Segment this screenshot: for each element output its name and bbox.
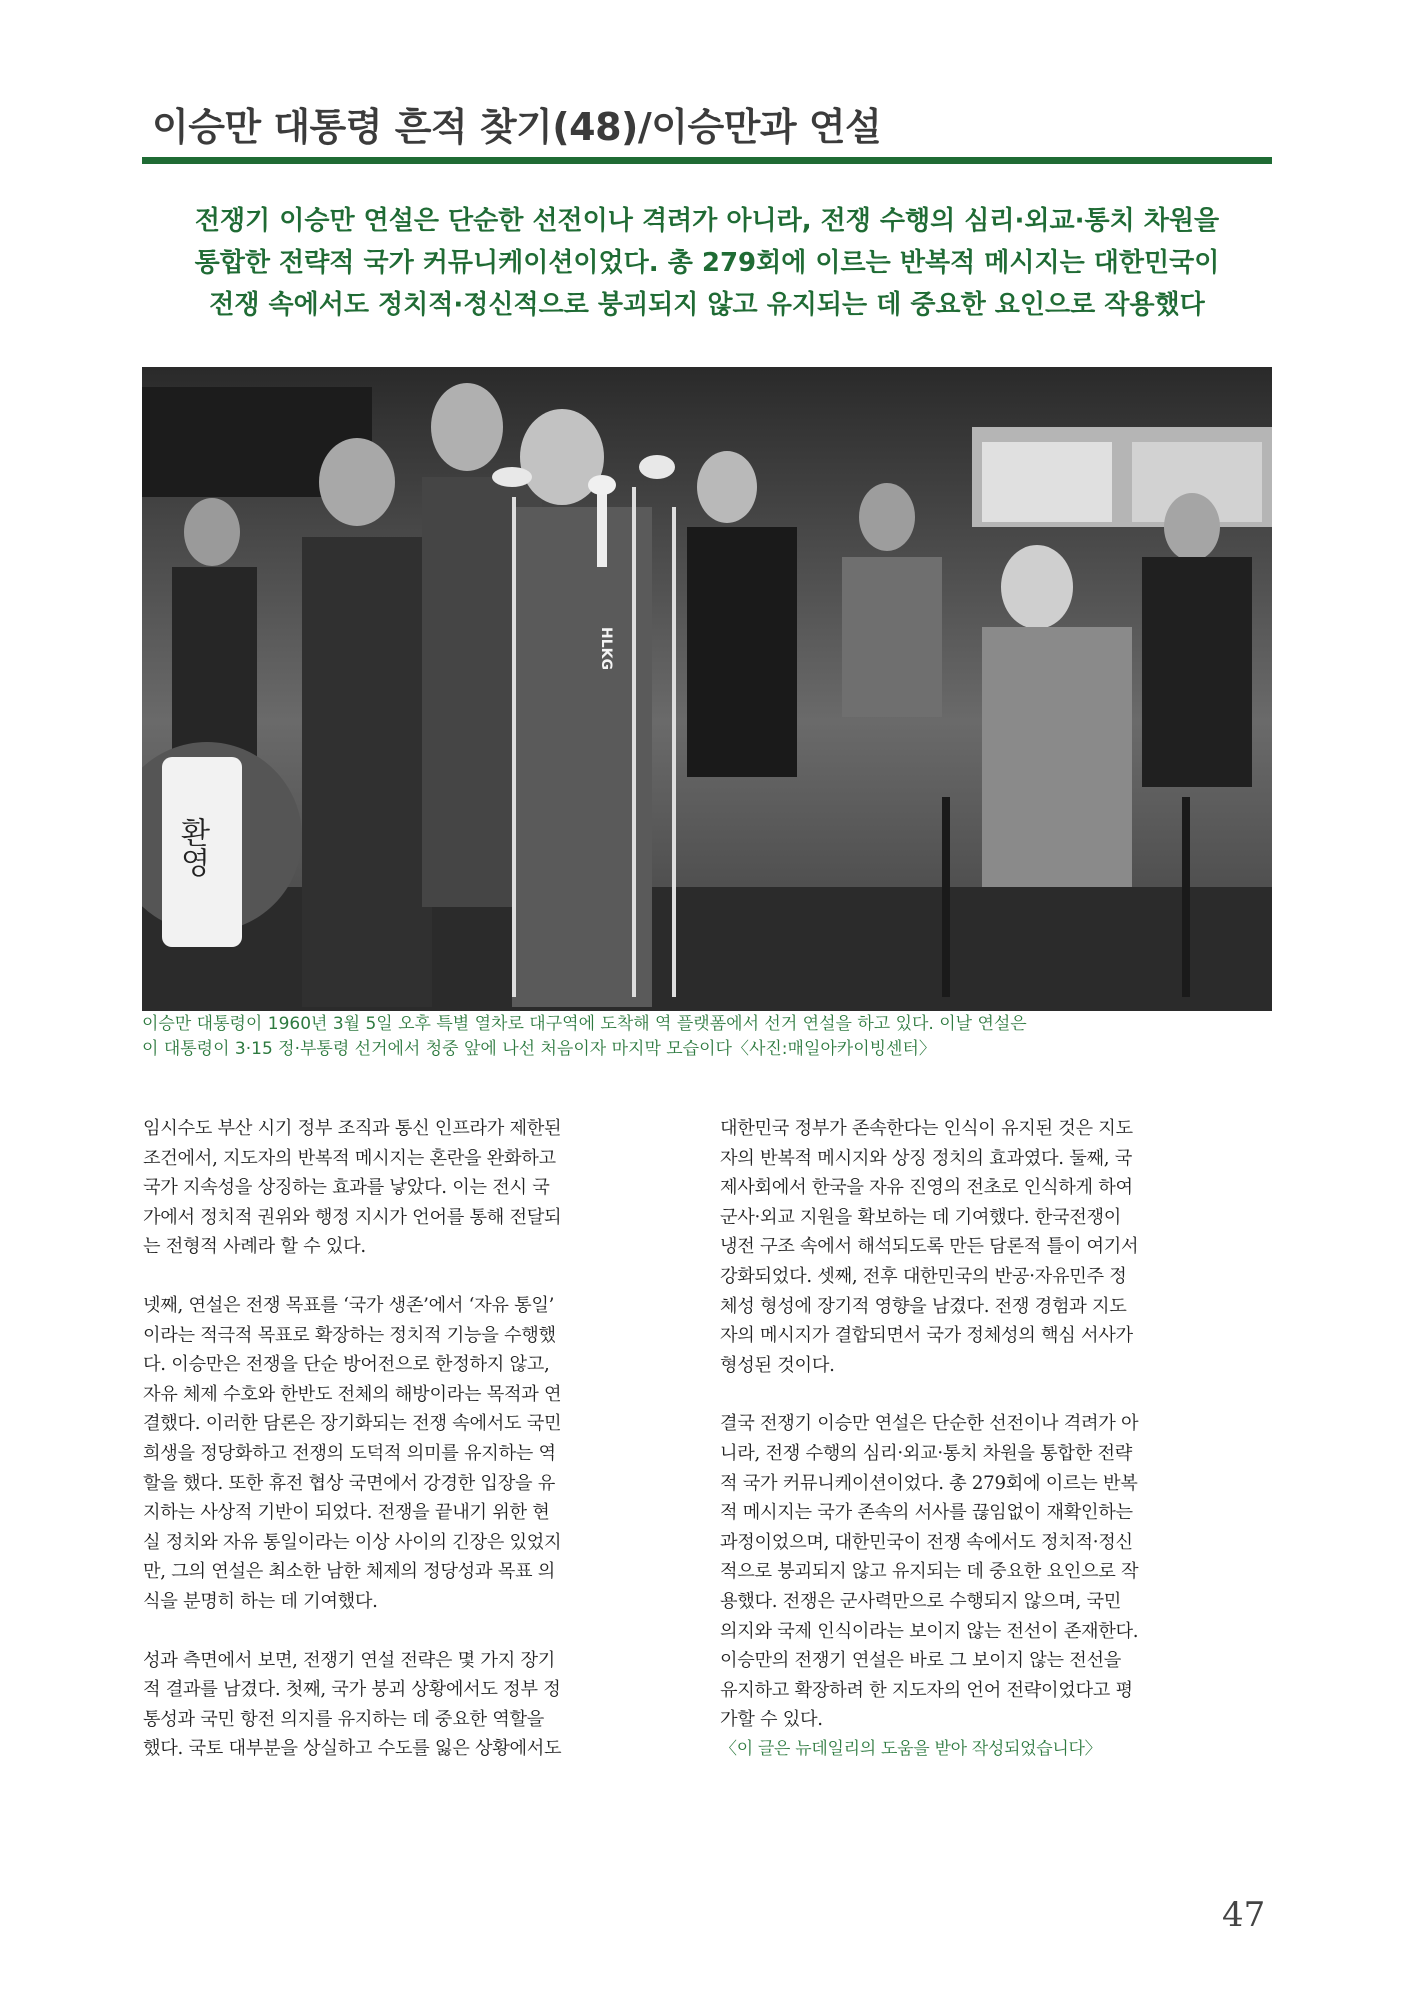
body-line: 의지와 국제 인식이라는 보이지 않는 전선이 존재한다.	[720, 1620, 1139, 1642]
body-line: 대한민국 정부가 존속한다는 인식이 유지된 것은 지도	[720, 1118, 1133, 1139]
body-line: 했다. 국토 대부분을 상실하고 수도를 잃은 상황에서도	[143, 1738, 562, 1760]
page-number: 47	[1222, 1895, 1266, 1935]
chair-frame	[1182, 797, 1190, 997]
body-line: 지하는 사상적 기반이 되었다. 전쟁을 끝내기 위한 현	[143, 1502, 550, 1524]
body-line: 실 정치와 자유 통일이라는 이상 사이의 긴장은 있었지	[143, 1531, 562, 1553]
body-line: 는 전형적 사례라 할 수 있다.	[143, 1236, 366, 1258]
body-line: 가에서 정치적 권위와 행정 지시가 언어를 통해 전달되	[143, 1206, 562, 1228]
body-line: 희생을 정당화하고 전쟁의 도덕적 의미를 유지하는 역	[143, 1442, 556, 1464]
body-line: 적 결과를 남겼다. 첫째, 국가 붕괴 상황에서도 정부 정	[143, 1679, 561, 1701]
body-line: 군사·외교 지원을 확보하는 데 기여했다. 한국전쟁이	[720, 1206, 1122, 1228]
body-line: 결했다. 이러한 담론은 장기화되는 전쟁 속에서도 국민	[143, 1413, 562, 1435]
body-line: 자의 반복적 메시지와 상징 정치의 효과였다. 둘째, 국	[720, 1147, 1132, 1169]
body-line: 자유 체제 수호와 한반도 전체의 해방이라는 목적과 연	[143, 1383, 562, 1405]
body-line: 넷째, 연설은 전쟁 목표를 ‘국가 생존’에서 ‘자유 통일’	[143, 1294, 555, 1316]
body-line: 용했다. 전쟁은 군사력만으로 수행되지 않으며, 국민	[720, 1590, 1122, 1612]
photo-caption	[142, 1012, 1274, 1062]
body-line: 강화되었다. 셋째, 전후 대한민국의 반공·자유민주 정	[720, 1265, 1127, 1287]
body-line: 이승만의 전쟁기 연설은 바로 그 보이지 않는 전선을	[720, 1650, 1122, 1672]
body-line: 다. 이승만은 전쟁을 단순 방어전으로 한정하지 않고,	[143, 1354, 550, 1376]
body-line: 할을 했다. 또한 휴전 협상 국면에서 강경한 입장을 유	[143, 1472, 555, 1494]
lead-summary	[142, 200, 1272, 326]
body-column-left	[143, 1114, 695, 1793]
body-line: 결국 전쟁기 이승만 연설은 단순한 선전이나 격려가 아	[720, 1413, 1139, 1435]
historical-photo	[142, 367, 1272, 1011]
body-line: 냉전 구조 속에서 해석되도록 만든 담론적 틀이 여기서	[720, 1236, 1139, 1258]
body-line: 니라, 전쟁 수행의 심리·외교·통치 차원을 통합한 전략	[720, 1442, 1132, 1464]
body-line: 형성된 것이다.	[720, 1354, 835, 1376]
body-line: 적 국가 커뮤니케이션이었다. 총 279회에 이르는 반복	[720, 1472, 1138, 1494]
article-title: 이승만 대통령 흔적 찾기(48)/이승만과 연설	[152, 105, 882, 149]
caption-line: 이 대통령이 3·15 정·부통령 선거에서 청중 앞에 나선 처음이자 마지막 모습이다〈사진:매일아카이빙센터〉	[142, 1039, 936, 1059]
lead-line: 전쟁기 이승만 연설은 단순한 선전이나 격려가 아니라, 전쟁 수행의 심리·외교·통치 차원을	[194, 206, 1220, 236]
body-line: 유지하고 확장하려 한 지도자의 언어 전략이었다고 평	[720, 1679, 1133, 1701]
photo-illustration	[142, 367, 1272, 1011]
body-column-right	[720, 1114, 1272, 1793]
credit-note: 〈이 글은 뉴데일리의 도움을 받아 작성되었습니다〉	[720, 1738, 1102, 1759]
body-paragraph	[143, 1114, 695, 1262]
body-line: 체성 형성에 장기적 영향을 남겼다. 전쟁 경험과 지도	[720, 1295, 1127, 1317]
body-paragraph	[143, 1646, 695, 1764]
body-line: 국가 지속성을 상징하는 효과를 낳았다. 이는 전시 국	[143, 1177, 550, 1199]
title-divider	[142, 157, 1272, 164]
chair-frame	[942, 797, 950, 997]
caption-line: 이승만 대통령이 1960년 3월 5일 오후 특별 열차로 대구역에 도착해 역 플랫폼에서 선거 연설을 하고 있다. 이날 연설은	[142, 1014, 1027, 1034]
body-line: 적 메시지는 국가 존속의 서사를 끊임없이 재확인하는	[720, 1502, 1133, 1524]
microphone-label: HLKG	[598, 627, 614, 670]
body-line: 성과 측면에서 보면, 전쟁기 연설 전략은 몇 가지 장기	[143, 1649, 555, 1671]
body-paragraph	[720, 1114, 1272, 1380]
body-line: 임시수도 부산 시기 정부 조직과 통신 인프라가 제한된	[143, 1118, 562, 1139]
body-line: 과정이었으며, 대한민국이 전쟁 속에서도 정치적·정신	[720, 1531, 1133, 1553]
body-paragraph	[720, 1409, 1272, 1764]
body-line: 자의 메시지가 결합되면서 국가 정체성의 핵심 서사가	[720, 1325, 1133, 1347]
body-line: 만, 그의 연설은 최소한 남한 체제의 정당성과 목표 의	[143, 1561, 555, 1583]
lead-line: 통합한 전략적 국가 커뮤니케이션이었다. 총 279회에 이르는 반복적 메시지는 대한민국이	[194, 248, 1220, 278]
body-line: 조건에서, 지도자의 반복적 메시지는 혼란을 완화하고	[143, 1147, 556, 1169]
body-line: 가할 수 있다.	[720, 1709, 823, 1731]
wreath-label: 환영	[174, 817, 210, 877]
body-line: 이라는 적극적 목표로 확장하는 정치적 기능을 수행했	[143, 1324, 556, 1346]
body-line: 제사회에서 한국을 자유 진영의 전초로 인식하게 하여	[720, 1177, 1133, 1199]
body-line: 식을 분명히 하는 데 기여했다.	[143, 1590, 378, 1612]
body-paragraph	[143, 1291, 695, 1617]
train-window-pane	[982, 442, 1112, 522]
lead-line: 전쟁 속에서도 정치적·정신적으로 붕괴되지 않고 유지되는 데 중요한 요인으로 작용했다	[209, 290, 1205, 320]
body-line: 적으로 붕괴되지 않고 유지되는 데 중요한 요인으로 작	[720, 1561, 1139, 1583]
body-line: 통성과 국민 항전 의지를 유지하는 데 중요한 역할을	[143, 1708, 545, 1730]
